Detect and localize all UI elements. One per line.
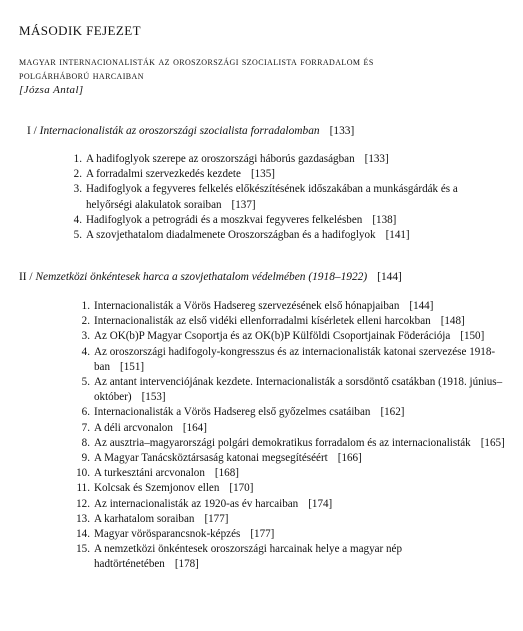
toc-entry-number: 2. <box>81 315 90 328</box>
toc-entry-number: 14. <box>76 528 90 541</box>
toc-entry-number: 6. <box>81 406 90 419</box>
toc-entry-number: 13. <box>76 512 90 525</box>
toc-entry <box>80 345 505 375</box>
toc-entry <box>72 167 502 182</box>
toc-entry-page: [151] <box>120 360 145 373</box>
toc-entry-page: [177] <box>250 528 275 541</box>
toc-entry-page: [153] <box>141 391 166 404</box>
toc-entry-number: 12. <box>76 497 90 510</box>
toc-entry-text: Internacionalisták az első vidéki ellenforradalmi kísérletek elleni harcokban <box>94 315 431 328</box>
toc-entry-page: [133] <box>364 153 389 165</box>
chapter-title-line-2: polgárháború harcaiban <box>19 70 144 82</box>
toc-entry-number: 2. <box>73 168 82 181</box>
chapter-title-line-1: magyar internacionalisták az oroszországi szocialista forradalom és <box>19 56 374 68</box>
toc-entry-number: 10. <box>76 467 90 480</box>
toc-entry-number: 9. <box>81 452 90 465</box>
toc-entry-text: Az antant intervenciójának kezdete. Internacionalisták a sorsdöntő csatákban (1918. június–október) <box>94 376 503 404</box>
toc-entry-text: Magyar vörösparancsnok-képzés <box>94 528 241 541</box>
section-1-title: Internacionalisták az oroszországi szocialista forradalomban <box>39 125 320 137</box>
toc-entry-page: [150] <box>460 330 485 343</box>
toc-entry-page: [144] <box>409 300 434 312</box>
toc-entry-number: 15. <box>76 543 90 556</box>
toc-entry-page: [170] <box>229 482 254 495</box>
section-1-list <box>72 152 502 243</box>
toc-entry-text: Hadifoglyok a petrográdi és a moszkvai fegyveres felkelésben <box>86 213 363 226</box>
toc-entry-text: A turkesztáni arcvonalon <box>94 467 205 480</box>
toc-entry-text: Az internacionalisták az 1920-as év harcaiban <box>94 497 299 510</box>
toc-entry-number: 4. <box>81 345 90 358</box>
toc-entry <box>76 466 505 481</box>
toc-entry-number: 3. <box>73 183 82 196</box>
section-1-heading <box>27 124 354 138</box>
toc-entry-text: A nemzetközi önkéntesek oroszországi harcainak helye a magyar nép hadtörténetében <box>94 543 403 571</box>
toc-entry-number: 1. <box>73 153 82 165</box>
toc-entry-number: 4. <box>73 213 82 226</box>
toc-entry <box>80 405 505 420</box>
toc-entry <box>72 228 502 243</box>
toc-entry-page: [177] <box>204 512 229 525</box>
toc-entry <box>72 182 502 212</box>
toc-entry-text: Kolcsak és Szemjonov ellen <box>94 482 220 495</box>
toc-entry-number: 5. <box>81 376 90 389</box>
toc-entry-text: Az oroszországi hadifogoly-kongresszus és az internacionalisták katonai szervezése 1918-ban <box>94 345 496 373</box>
toc-entry-page: [178] <box>174 558 199 571</box>
toc-entry <box>76 497 505 512</box>
chapter-title <box>19 55 509 97</box>
toc-entry-text: A déli arcvonalon <box>94 421 173 434</box>
toc-entry-page: [168] <box>214 467 239 480</box>
section-2-list <box>76 299 505 573</box>
section-1-page: [133] <box>329 125 355 137</box>
toc-entry-page: [164] <box>182 421 207 434</box>
toc-entry-page: [138] <box>372 213 397 226</box>
section-2-prefix: II / <box>19 271 36 283</box>
toc-entry <box>76 512 505 527</box>
toc-entry <box>80 299 505 314</box>
toc-entry-text: Internacionalisták a Vörös Hadsereg szervezésének első hónapjaiban <box>94 300 400 312</box>
toc-entry-text: A karhatalom soraiban <box>94 512 195 525</box>
section-2-title: Nemzetközi önkéntesek harca a szovjethatalom védelmében (1918–1922) <box>35 271 368 283</box>
toc-entry-text: Az ausztria–magyarországi polgári demokratikus forradalom és az internacionalisták <box>94 436 471 449</box>
toc-entry <box>80 314 505 329</box>
toc-entry-page: [141] <box>385 229 410 242</box>
section-1-prefix: I / <box>27 125 40 137</box>
toc-entry-number: 1. <box>81 300 90 312</box>
toc-entry-page: [137] <box>231 198 256 211</box>
author: [Józsa Antal] <box>19 84 84 96</box>
chapter-label: MÁSODIK FEJEZET <box>19 23 141 38</box>
toc-entry-number: 7. <box>81 421 90 434</box>
section-2-heading <box>19 270 402 284</box>
toc-entry <box>76 542 505 572</box>
toc-entry-number: 5. <box>73 229 82 242</box>
section-2-page: [144] <box>377 271 402 283</box>
toc-entry <box>80 421 505 436</box>
toc-entry <box>76 481 505 496</box>
toc-entry <box>80 451 505 466</box>
toc-entry <box>72 152 502 167</box>
toc-entry-text: A szovjethatalom diadalmenete Oroszországban és a hadifoglyok <box>86 229 376 242</box>
toc-entry <box>76 527 505 542</box>
toc-entry-text: A forradalmi szervezkedés kezdete <box>86 168 241 181</box>
toc-entry-page: [148] <box>440 315 465 328</box>
toc-entry <box>80 375 505 405</box>
toc-entry-text: A hadifoglyok szerepe az oroszországi háborús gazdaságban <box>86 153 355 165</box>
toc-entry-text: Internacionalisták a Vörös Hadsereg első győzelmes csatáiban <box>94 406 371 419</box>
toc-entry-text: A Magyar Tanácsköztársaság katonai megsegítéséért <box>94 452 328 465</box>
toc-entry-text: Az OK(b)P Magyar Csoportja és az OK(b)P Külföldi Csoportjainak Föderációja <box>94 330 451 343</box>
toc-entry-page: [165] <box>480 436 505 449</box>
toc-entry-page: [135] <box>250 168 275 181</box>
toc-entry-number: 8. <box>81 436 90 449</box>
toc-entry-page: [174] <box>308 497 333 510</box>
toc-entry <box>80 329 505 344</box>
toc-entry-number: 11. <box>76 482 90 495</box>
toc-entry <box>80 436 505 451</box>
toc-entry-number: 3. <box>81 330 90 343</box>
toc-entry <box>72 213 502 228</box>
toc-entry-page: [162] <box>380 406 405 419</box>
toc-entry-text: Hadifoglyok a fegyveres felkelés előkészítésének időszakában a munkásgárdák és a helyőrségi alakulatok soraiban <box>86 183 458 211</box>
toc-entry-page: [166] <box>337 452 362 465</box>
